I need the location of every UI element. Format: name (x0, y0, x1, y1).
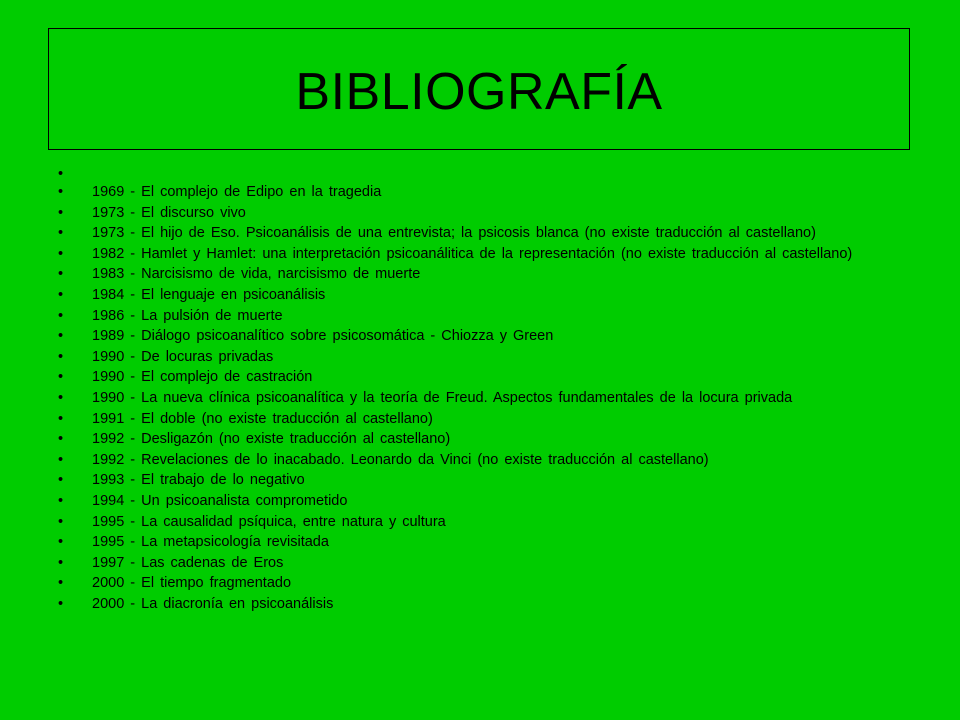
list-item: • 1990 - De locuras privadas (58, 349, 900, 365)
list-item: • 1983 - Narcisismo de vida, narcisismo de muerte (58, 266, 900, 282)
list-item: • 1982 - Hamlet y Hamlet: una interpretación psicoanálitica de la representación (no existe traducción al castellano) (58, 246, 900, 262)
list-item: • 2000 - La diacronía en psicoanálisis (58, 596, 900, 612)
list-item: • 1995 - La causalidad psíquica, entre natura y cultura (58, 514, 900, 530)
list-item: • 1992 - Desligazón (no existe traducción al castellano) (58, 431, 900, 447)
list-item: • 1990 - El complejo de castración (58, 369, 900, 385)
list-item: • 1989 - Diálogo psicoanalítico sobre psicosomática - Chiozza y Green (58, 328, 900, 344)
list-item: • 1986 - La pulsión de muerte (58, 308, 900, 324)
list-item: • 1984 - El lenguaje en psicoanálisis (58, 287, 900, 303)
list-item: • 1994 - Un psicoanalista comprometido (58, 493, 900, 509)
list-item: • 1973 - El discurso vivo (58, 205, 900, 221)
bibliography-list (58, 166, 900, 616)
list-item: • 1991 - El doble (no existe traducción al castellano) (58, 411, 900, 427)
list-item (58, 166, 900, 182)
list-item: • 1990 - La nueva clínica psicoanalítica y la teoría de Freud. Aspectos fundamentales de la locura privada (58, 390, 900, 406)
slide-title: BIBLIOGRAFÍA (295, 63, 663, 121)
list-item: • 2000 - El tiempo fragmentado (58, 575, 900, 591)
list-item: • 1992 - Revelaciones de lo inacabado. Leonardo da Vinci (no existe traducción al castellano) (58, 452, 900, 468)
list-item: • 1973 - El hijo de Eso. Psicoanálisis de una entrevista; la psicosis blanca (no existe traducción al castellano) (58, 225, 900, 241)
list-item: • 1969 - El complejo de Edipo en la tragedia (58, 184, 900, 200)
list-item: • 1997 - Las cadenas de Eros (58, 555, 900, 571)
list-item: • 1995 - La metapsicología revisitada (58, 534, 900, 550)
list-item: • 1993 - El trabajo de lo negativo (58, 472, 900, 488)
title-box (48, 28, 910, 150)
